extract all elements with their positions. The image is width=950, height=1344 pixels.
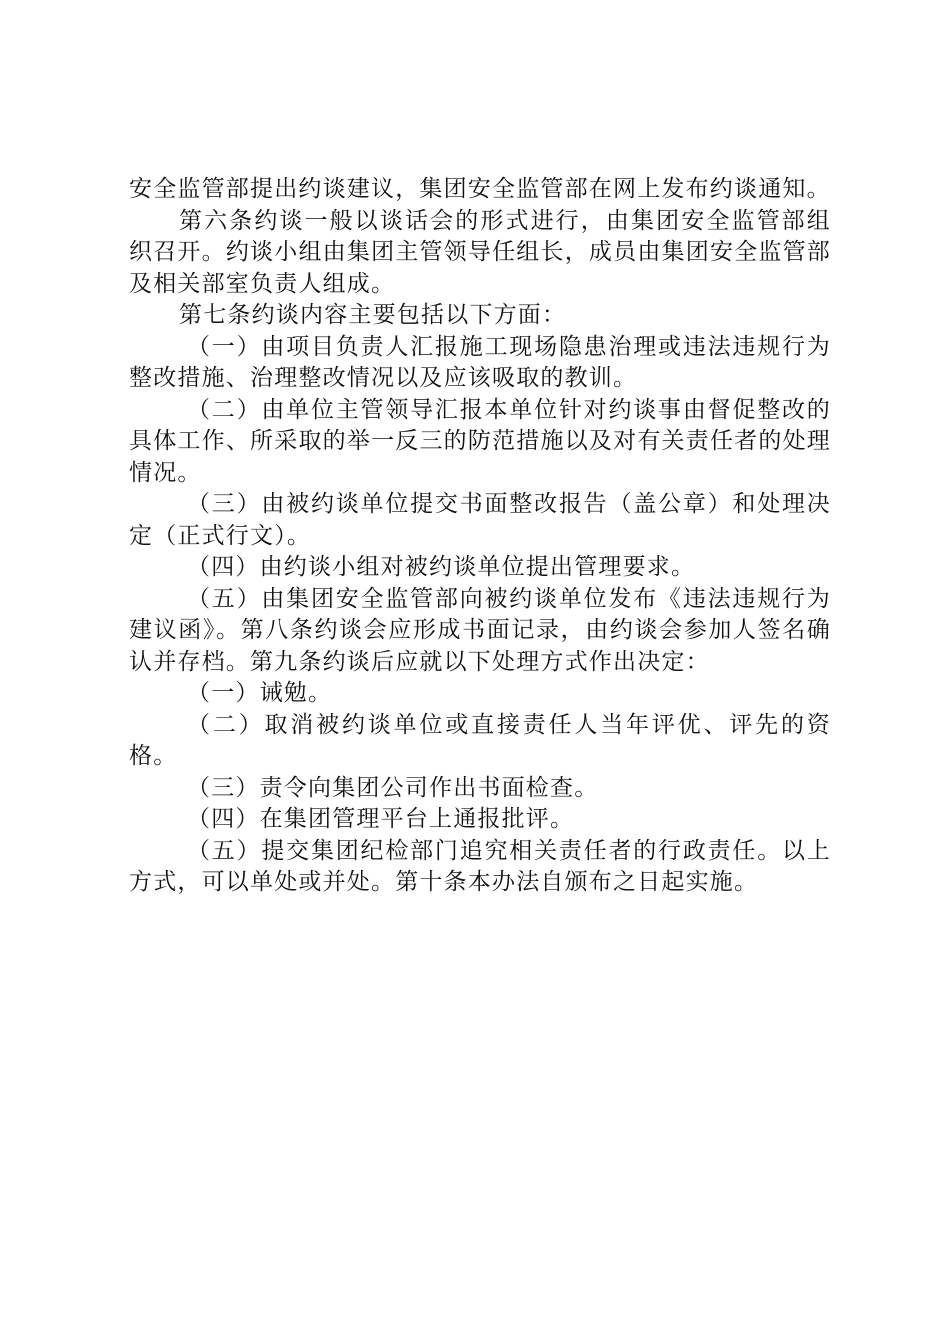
list-item-content-2: （二）由单位主管领导汇报本单位针对约谈事由督促整改的具体工作、所采取的举一反三的防范措施以及对有关责任者的处理情况。 — [129, 396, 831, 486]
document-body — [129, 174, 831, 899]
paragraph-article-6: 第六条约谈一般以谈话会的形式进行，由集团安全监管部组织召开。约谈小组由集团主管领导任组长，成员由集团安全监管部及相关部室负责人组成。 — [129, 207, 831, 297]
list-item-content-1: （一）由项目负责人汇报施工现场隐患治理或违法违规行为整改措施、治理整改情况以及应该吸取的教训。 — [129, 333, 831, 391]
paragraph-article-7: 第七条约谈内容主要包括以下方面： — [179, 302, 567, 328]
paragraph-continuation: 安全监管部提出约谈建议，集团安全监管部在网上发布约谈通知。 — [129, 176, 831, 202]
list-item-decision-3: （三）责令向集团公司作出书面检查。 — [187, 774, 599, 801]
list-item-content-5: （五）由集团安全监管部向被约谈单位发布《违法违规行为建议函》。第八条约谈会应形成书面记录，由约谈会参加人签名确认并存档。第九条约谈后应就以下处理方式作出决定： — [129, 585, 831, 675]
list-item-content-3: （三）由被约谈单位提交书面整改报告（盖公章）和处理决定（正式行文）。 — [129, 491, 831, 549]
list-item-decision-1: （一）诫勉。 — [187, 680, 333, 706]
list-item-decision-2: （二）取消被约谈单位或直接责任人当年评优、评先的资格。 — [129, 711, 831, 769]
list-item-content-4: （四）由约谈小组对被约谈单位提出管理要求。 — [187, 554, 696, 580]
list-item-decision-4: （四）在集团管理平台上通报批评。 — [187, 806, 575, 832]
list-item-decision-5: （五）提交集团纪检部门追究相关责任者的行政责任。以上方式，可以单处或并处。第十条本办法自颁布之日起实施。 — [129, 837, 831, 895]
